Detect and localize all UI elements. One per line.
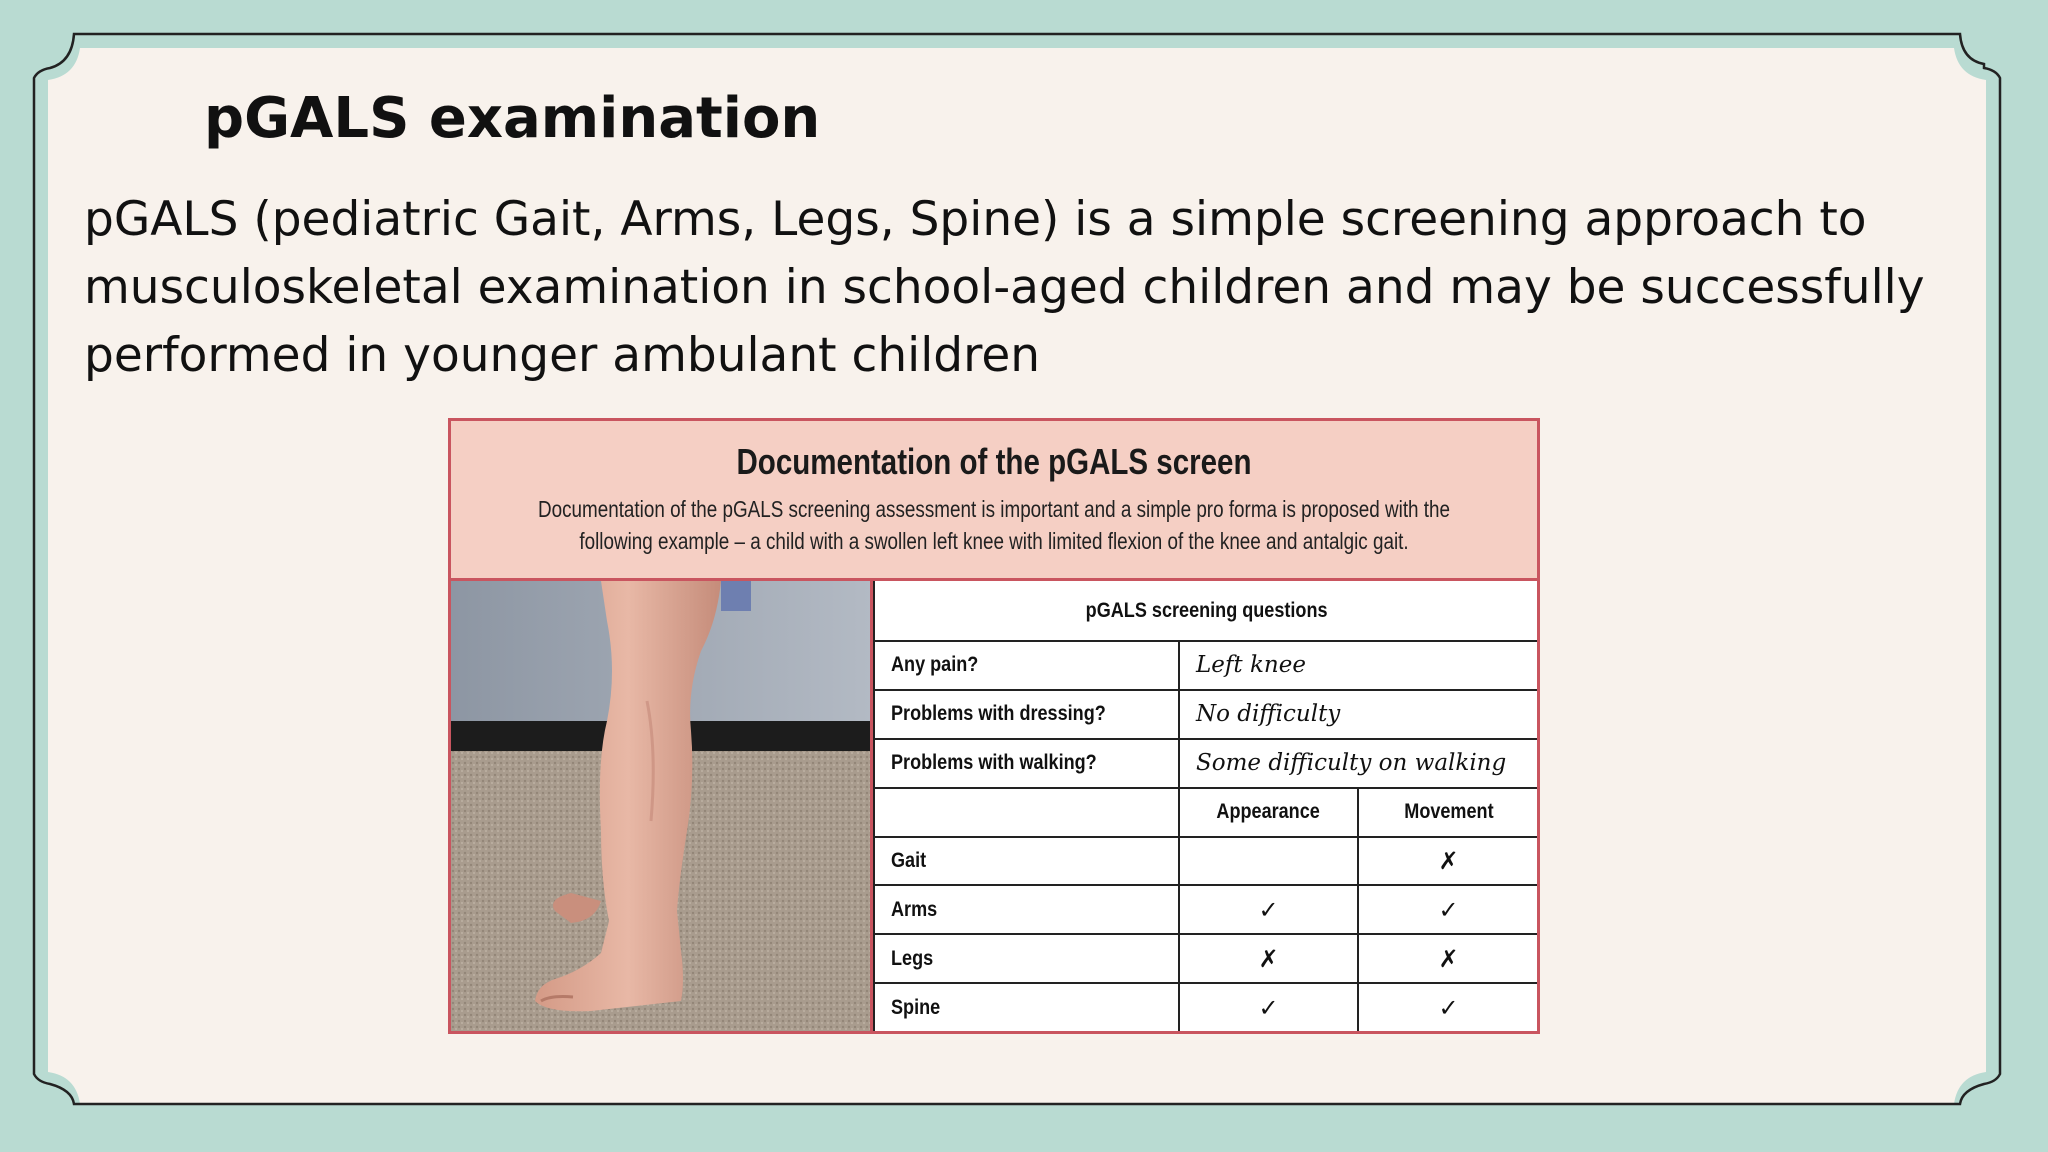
appearance-mark: ✗	[1179, 934, 1358, 983]
table-row	[874, 739, 1538, 788]
row-label: Legs	[891, 946, 934, 970]
pgals-figure	[448, 418, 1540, 1034]
appearance-mark: ✓	[1179, 983, 1358, 1031]
question-answer: Some difficulty on walking	[1196, 750, 1507, 777]
child-legs-photo	[451, 581, 873, 1031]
row-label: Gait	[891, 848, 927, 872]
table-row	[874, 837, 1538, 886]
appearance-mark: ✓	[1179, 885, 1358, 934]
table-header-row	[874, 581, 1538, 641]
movement-mark: ✓	[1358, 885, 1538, 934]
appearance-mark	[1179, 837, 1358, 886]
movement-mark: ✗	[1358, 837, 1538, 886]
question-label: Any pain?	[891, 653, 979, 677]
figure-caption: Documentation of the pGALS screening assessment is important and a simple pro forma is proposed with the following example – a child with a swollen left knee with limited flexion of the knee and antalgic gait.	[537, 496, 1451, 554]
pgals-screening-table	[873, 581, 1538, 1031]
movement-mark: ✓	[1358, 983, 1538, 1031]
table-row	[874, 885, 1538, 934]
table-row	[874, 983, 1538, 1031]
column-header-movement: Movement	[1403, 800, 1494, 824]
question-label: Problems with walking?	[891, 751, 1097, 775]
question-answer: No difficulty	[1196, 701, 1341, 728]
table-column-header-row	[874, 788, 1538, 837]
table-row	[874, 934, 1538, 983]
table-row	[874, 690, 1538, 739]
question-answer: Left knee	[1196, 652, 1306, 679]
figure-title: Documentation of the pGALS screen	[736, 441, 1252, 482]
page-title: pGALS examination	[204, 86, 821, 151]
figure-header	[451, 421, 1537, 581]
body-paragraph: pGALS (pediatric Gait, Arms, Legs, Spine) is a simple screening approach to musculoskeletal examination in school-aged children and may be successfully performed in younger ambulant children	[84, 192, 1925, 383]
column-header-appearance: Appearance	[1216, 800, 1321, 824]
legs-photo-illustration	[451, 581, 873, 1031]
row-label: Arms	[891, 897, 938, 921]
table-header: pGALS screening questions	[874, 581, 1538, 641]
empty-cell	[874, 788, 1179, 837]
movement-mark: ✗	[1358, 934, 1538, 983]
question-label: Problems with dressing?	[891, 702, 1106, 726]
table-row	[874, 641, 1538, 690]
row-label: Spine	[891, 995, 941, 1019]
